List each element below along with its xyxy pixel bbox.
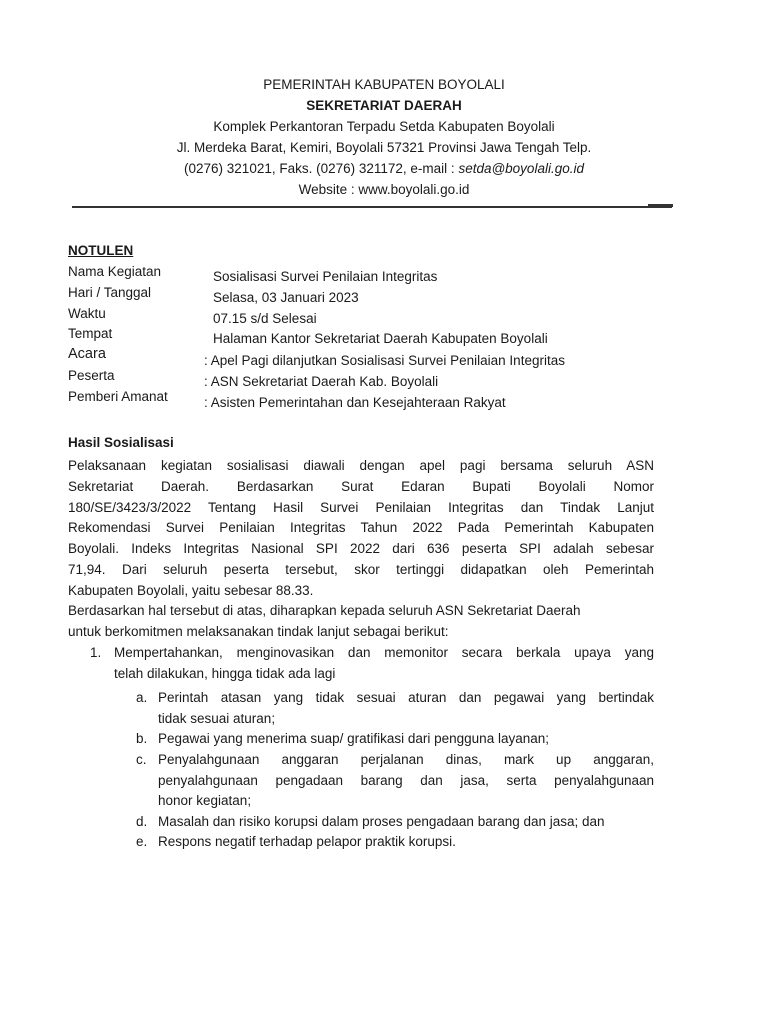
info-row (68, 368, 708, 389)
info-row (68, 347, 708, 368)
text-line: Respons negatif terhadap pelapor praktik korupsi. (158, 834, 456, 850)
list-letter: c. (136, 751, 147, 767)
contact-line (0, 158, 768, 179)
info-label: Nama Kegiatan (68, 264, 162, 279)
info-value: : Apel Pagi dilanjutkan Sosialisasi Survei Penilaian Integritas (204, 353, 565, 369)
info-row (68, 326, 708, 347)
info-row (68, 389, 708, 410)
info-value: 07.15 s/d Selesai (213, 310, 317, 326)
list-subitem (68, 812, 654, 833)
text-line: Kabupaten Boyolali, yaitu sebesar 88.33. (68, 582, 314, 598)
section-title: Hasil Sosialisasi (68, 435, 174, 450)
list-letter: e. (136, 834, 148, 850)
text-line: Mempertahankan, menginovasikan dan memonitor secara berkala upaya yang (114, 645, 654, 660)
text-line: tidak sesuai aturan; (158, 710, 276, 726)
email-address: setda@boyolali.go.id (458, 161, 584, 176)
text-line: Pegawai yang menerima suap/ gratifikasi dari pengguna layanan; (158, 731, 549, 747)
info-row (68, 264, 708, 285)
info-value: : Asisten Pemerintahan dan Kesejahteraan Rakyat (204, 394, 506, 410)
letterhead-divider (72, 206, 672, 208)
info-value: Halaman Kantor Sekretariat Daerah Kabupaten Boyolali (213, 331, 548, 347)
phone-fax: (0276) 321021, Faks. (0276) 321172, e-mail : (184, 161, 459, 176)
notulen-title: NOTULEN (68, 243, 134, 258)
text-line: Berdasarkan hal tersebut di atas, diharapkan kepada seluruh ASN Sekretariat Daerah (68, 603, 581, 618)
info-label: Acara (68, 346, 106, 363)
list-subitem (68, 832, 654, 853)
info-label: Hari / Tanggal (68, 284, 152, 300)
info-label: Waktu (68, 305, 106, 321)
office-name: SEKRETARIAT DAERAH (306, 98, 462, 113)
text-line: Pelaksanaan kegiatan sosialisasi diawali dengan apel pagi bersama seluruh ASN (68, 458, 654, 473)
info-label: Peserta (68, 367, 115, 383)
text-line: Perintah atasan yang tidak sesuai aturan dan pegawai yang bertindak (158, 690, 654, 706)
info-value: Sosialisasi Survei Penilaian Integritas (213, 269, 438, 284)
text-line: untuk berkomitmen melaksanakan tindak lanjut sebagai berikut: (68, 623, 449, 639)
info-value: Selasa, 03 Januari 2023 (213, 289, 359, 305)
list-number: 1. (90, 645, 102, 660)
list-letter: b. (136, 731, 148, 747)
letterhead-divider-accent (648, 204, 673, 207)
info-value: : ASN Sekretariat Daerah Kab. Boyolali (204, 373, 439, 389)
text-line: Penyalahgunaan anggaran perjalanan dinas, mark up anggaran, (158, 751, 654, 767)
list-subitem (68, 750, 654, 812)
text-line: penyalahgunaan pengadaan barang dan jasa, serta penyalahgunaan (158, 772, 654, 788)
website-line: Website : www.boyolali.go.id (298, 182, 470, 197)
text-line: Boyolali. Indeks Integritas Nasional SPI 2022 dari 636 peserta SPI adalah sebesar (68, 541, 654, 557)
list-subitem (68, 729, 654, 750)
text-line: 180/SE/3423/3/2022 Tentang Hasil Survei Penilaian Integritas dan Tindak Lanjut (68, 499, 654, 515)
list-letter: a. (136, 690, 148, 706)
info-label: Pemberi Amanat (68, 388, 168, 404)
letterhead (0, 74, 768, 200)
info-row (68, 285, 708, 306)
info-label: Tempat (68, 326, 113, 342)
text-line: Rekomendasi Survei Penilaian Integritas Tahun 2022 Pada Pemerintah Kabupaten (68, 520, 654, 536)
paragraph-followup (68, 601, 654, 643)
list-item (68, 643, 654, 684)
text-line: 71,94. Dari seluruh peserta tersebut, skor tertinggi didapatkan oleh Pemerintah (68, 561, 654, 577)
text-line: telah dilakukan, hingga tidak ada lagi (114, 665, 336, 681)
followup-list (68, 643, 654, 853)
office-address: Jl. Merdeka Barat, Kemiri, Boyolali 57321 Provinsi Jawa Tengah Telp. (176, 140, 592, 155)
meeting-info (68, 264, 708, 410)
text-line: honor kegiatan; (158, 793, 252, 809)
office-complex: Komplek Perkantoran Terpadu Setda Kabupaten Boyolali (213, 119, 555, 134)
info-row (68, 306, 708, 327)
text-line: Sekretariat Daerah. Berdasarkan Surat Edaran Bupati Boyolali Nomor (68, 478, 654, 494)
list-subitem (68, 688, 654, 729)
list-letter: d. (136, 813, 148, 829)
text-line: Masalah dan risiko korupsi dalam proses pengadaan barang dan jasa; dan (158, 813, 605, 829)
paragraph-intro (68, 456, 654, 602)
government-name: PEMERINTAH KABUPATEN BOYOLALI (263, 77, 505, 92)
